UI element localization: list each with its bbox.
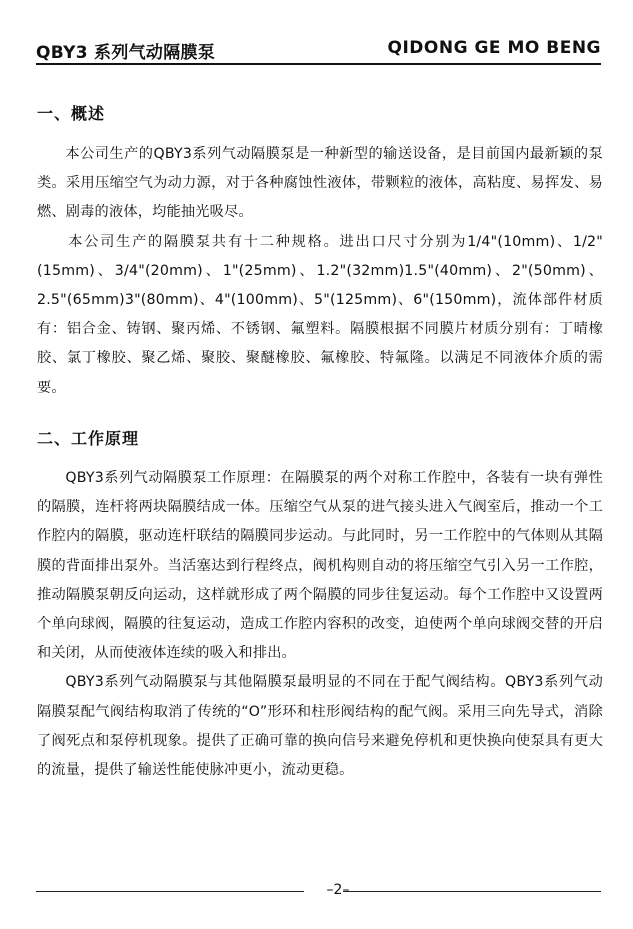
section-heading-working-principle: 二、工作原理 xyxy=(37,429,140,448)
section-heading-overview: 一、概述 xyxy=(37,104,106,123)
paragraph-principle-valve: QBY3系列气动隔膜泵与其他隔膜泵最明显的不同在于配气阀结构。QBY3系列气动隔膜泵配气阀结构取消了传统的“O”形环和柱形阀结构的配气阀。采用三向先导式，消除了阀死点和泵停机现象。提供了正确可靠的换向信号来避免停机和更快换向使泵具有更大的流量，提供了输送性能使脉冲更小，流动更稳。 xyxy=(37,674,603,779)
page-number: –2– xyxy=(326,882,350,898)
page-header xyxy=(36,34,601,66)
header-title-chinese: QBY3 系列气动隔膜泵 xyxy=(36,43,216,63)
paragraph-overview-intro: 本公司生产的QBY3系列气动隔膜泵是一种新型的输送设备，是目前国内最新颖的泵类。采用压缩空气为动力源，对于各种腐蚀性液体，带颗粒的液体，高粘度、易挥发、易燃、剧毒的液体，均能抽光吸尽。 xyxy=(37,146,603,221)
header-title-pinyin: QIDONG GE MO BENG xyxy=(387,38,601,58)
footer-rule-right xyxy=(343,891,601,892)
paragraph-overview-specs: 本公司生产的隔膜泵共有十二种规格。进出口尺寸分别为1/4"(10mm)、1/2"(15mm)、3/4"(20mm)、1"(25mm)、1.2"(32mm)1.5"(40mm)、2"(50mm)、2.5"(65mm)3"(80mm)、4"(100mm)、5"(125mm)、6"(150mm)，流体部件材质有：铝合金、铸钢、聚丙烯、不锈钢、氟塑料。隔膜根据不同膜片材质分别有：丁晴橡胶、氯丁橡胶、聚乙烯、聚胶、聚醚橡胶、氟橡胶、特氟隆。以满足不同液体介质的需要。 xyxy=(37,233,603,396)
footer-rule-left xyxy=(36,891,304,892)
header-divider xyxy=(36,63,601,65)
section-working-principle xyxy=(37,428,603,785)
paragraph-principle-operation: QBY3系列气动隔膜泵工作原理：在隔膜泵的两个对称工作腔中，各装有一块有弹性的隔膜，连杆将两块隔膜结成一体。压缩空气从泵的进气接头进入气阀室后，推动一个工作腔内的隔膜，驱动连杆联结的隔膜同步运动。与此同时，另一工作腔中的气体则从其隔膜的背面排出泵外。当活塞达到行程终点，阀机构则自动的将压缩空气引入另一工作腔，推动隔膜泵朝反向运动，这样就形成了两个隔膜的同步往复运动。每个工作腔中又设置两个单向球阀，隔膜的往复运动，造成工作腔内容积的改变，迫使两个单向球阀交替的开启和关闭，从而使液体连续的吸入和排出。 xyxy=(37,470,603,662)
page-footer xyxy=(36,882,601,902)
section-overview xyxy=(37,103,603,403)
